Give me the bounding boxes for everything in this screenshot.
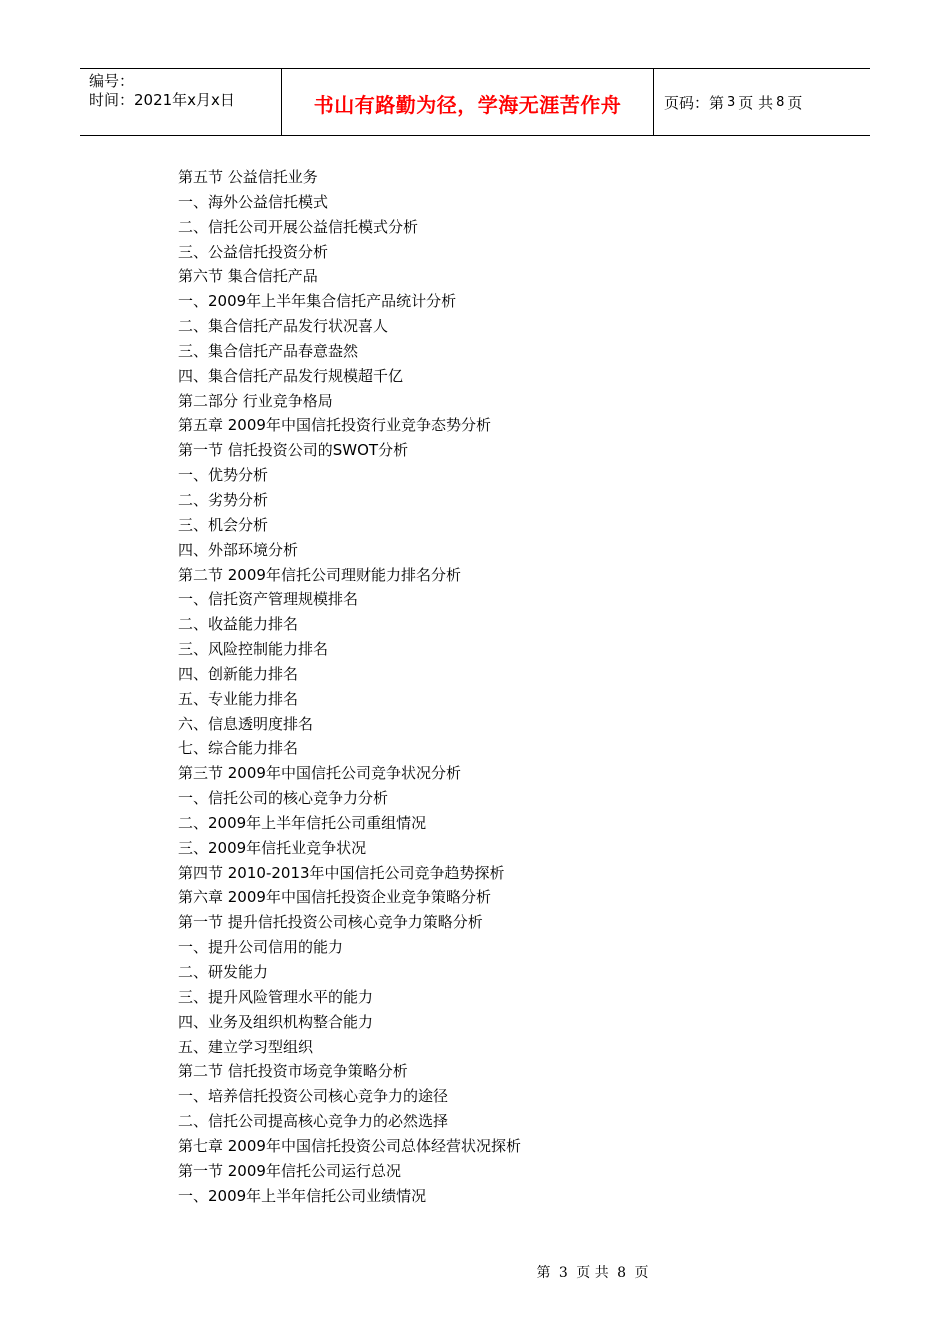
footer-total-pages: 8 [617,1265,627,1281]
toc-item: 第七章 2009年中国信托投资公司总体经营状况探析 [178,1136,521,1155]
toc-item: 二、劣势分析 [178,490,269,509]
toc-item: 一、海外公益信托模式 [178,192,329,211]
toc-item: 第二节 2009年信托公司理财能力排名分析 [178,565,461,584]
toc-item: 第六章 2009年中国信托投资企业竞争策略分析 [178,888,491,907]
toc-item: 一、优势分析 [178,466,269,485]
toc-item: 三、风险控制能力排名 [178,640,329,659]
toc-item: 四、外部环境分析 [178,540,299,559]
toc-item: 三、提升风险管理水平的能力 [178,987,374,1006]
toc-item: 第五节 公益信托业务 [178,168,318,186]
toc-item: 二、集合信托产品发行状况喜人 [178,317,389,336]
table-of-contents [178,165,798,1208]
toc-item: 一、2009年上半年集合信托产品统计分析 [178,292,457,311]
footer-suffix: 页 [634,1265,649,1281]
document-number-label: 编号： [89,72,135,90]
toc-item: 七、综合能力排名 [178,739,299,758]
toc-item: 一、培养信托投资公司核心竞争力的途径 [178,1087,449,1106]
toc-item: 一、提升公司信用的能力 [178,938,344,957]
footer-mid: 页 共 [576,1265,609,1281]
page-footer [0,1262,950,1282]
header-info-cell [80,69,282,135]
toc-item: 二、研发能力 [178,963,269,981]
header-motto: 书山有路勤为径，学海无涯苦作舟 [313,92,622,117]
toc-item: 一、信托资产管理规模排名 [178,590,359,609]
header-page-cell [654,69,870,135]
toc-item: 第一节 2009年信托公司运行总况 [178,1161,401,1180]
toc-item: 四、创新能力排名 [178,664,299,683]
toc-item: 第六节 集合信托产品 [178,267,318,286]
toc-item: 第一节 提升信托投资公司核心竞争力策略分析 [178,913,483,932]
toc-item: 三、公益信托投资分析 [178,242,329,261]
header-motto-cell [282,69,654,135]
footer-current-page: 3 [558,1265,568,1281]
toc-item: 第三节 2009年中国信托公司竞争状况分析 [178,764,461,783]
toc-item: 第一节 信托投资公司的SWOT分析 [178,441,409,460]
toc-item: 第二节 信托投资市场竞争策略分析 [178,1062,408,1081]
toc-item: 一、信托公司的核心竞争力分析 [178,789,389,808]
page-header [80,68,870,136]
toc-item: 二、信托公司开展公益信托模式分析 [178,217,419,236]
toc-item: 四、业务及组织机构整合能力 [178,1012,374,1031]
header-page-suffix: 页 [787,93,803,112]
toc-item: 一、2009年上半年信托公司业绩情况 [178,1186,427,1205]
header-page-current: 3 [727,94,736,110]
toc-item: 五、建立学习型组织 [178,1037,314,1056]
header-page-mid: 页 共 [738,93,774,112]
header-page-total: 8 [776,94,785,110]
toc-item: 第二部分 行业竞争格局 [178,391,333,410]
document-time-label: 时间：2021年x月x日 [89,91,235,109]
toc-item: 二、收益能力排名 [178,615,299,634]
toc-item: 第四节 2010-2013年中国信托公司竞争趋势探析 [178,863,505,882]
footer-prefix: 第 [536,1265,551,1281]
toc-item: 三、2009年信托业竞争状况 [178,838,367,857]
toc-item: 二、2009年上半年信托公司重组情况 [178,813,427,832]
toc-item: 第五章 2009年中国信托投资行业竞争态势分析 [178,416,491,435]
toc-item: 五、专业能力排名 [178,689,299,708]
toc-item: 四、集合信托产品发行规模超千亿 [178,366,404,385]
toc-item: 三、机会分析 [178,515,269,534]
header-page-prefix: 页码：第 [664,93,725,112]
toc-item: 六、信息透明度排名 [178,714,314,733]
toc-item: 三、集合信托产品春意盎然 [178,341,359,360]
toc-item: 二、信托公司提高核心竞争力的必然选择 [178,1112,449,1131]
